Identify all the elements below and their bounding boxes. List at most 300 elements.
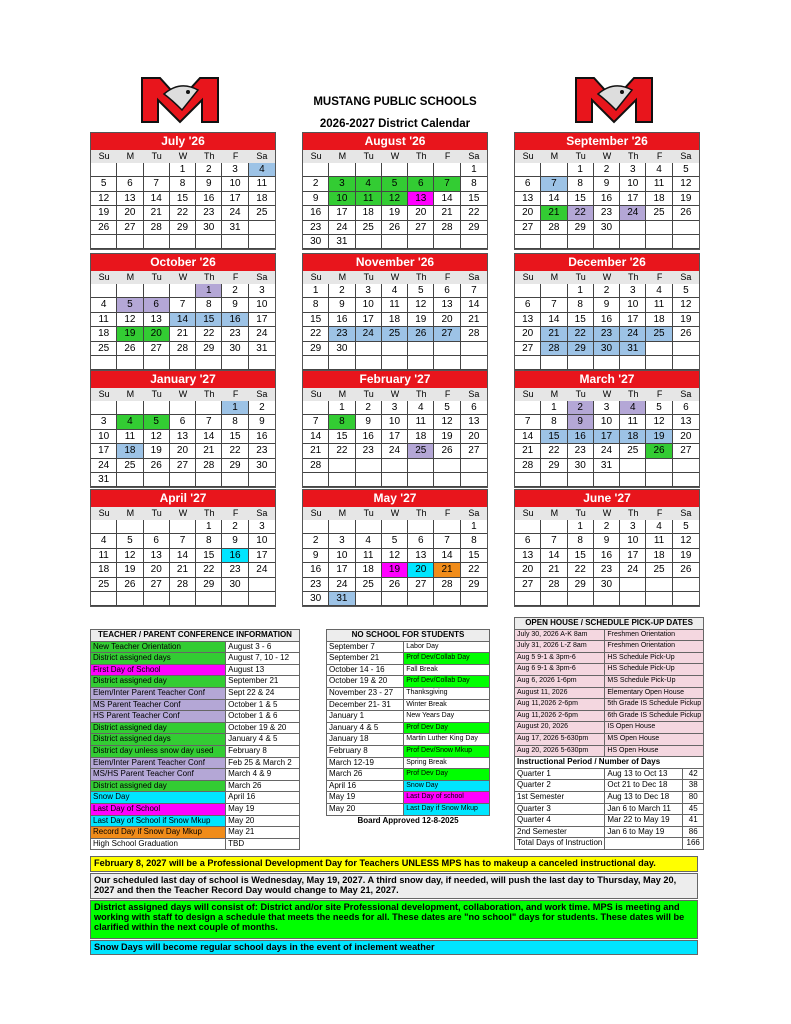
day-cell[interactable]: 26 xyxy=(408,327,434,341)
day-cell[interactable]: 16 xyxy=(249,430,275,444)
day-cell[interactable]: 14 xyxy=(541,192,567,206)
day-cell[interactable]: 25 xyxy=(646,206,672,220)
day-cell[interactable]: 14 xyxy=(170,549,196,563)
day-cell[interactable]: 23 xyxy=(249,444,275,458)
day-cell[interactable]: 4 xyxy=(646,163,672,177)
day-cell[interactable] xyxy=(515,284,541,298)
day-cell[interactable] xyxy=(196,235,222,249)
day-cell[interactable]: 26 xyxy=(673,206,699,220)
day-cell[interactable]: 29 xyxy=(303,342,329,356)
day-cell[interactable]: 16 xyxy=(222,313,248,327)
day-cell[interactable]: 22 xyxy=(461,563,487,577)
day-cell[interactable]: 5 xyxy=(144,415,170,429)
day-cell[interactable]: 21 xyxy=(541,206,567,220)
day-cell[interactable]: 4 xyxy=(646,284,672,298)
day-cell[interactable]: 6 xyxy=(144,298,170,312)
day-cell[interactable] xyxy=(196,473,222,487)
day-cell[interactable]: 2 xyxy=(249,401,275,415)
day-cell[interactable]: 28 xyxy=(303,459,329,473)
day-cell[interactable]: 6 xyxy=(408,177,434,191)
day-cell[interactable] xyxy=(382,356,408,370)
day-cell[interactable] xyxy=(541,520,567,534)
day-cell[interactable] xyxy=(91,356,117,370)
day-cell[interactable]: 2 xyxy=(222,520,248,534)
day-cell[interactable]: 30 xyxy=(249,459,275,473)
day-cell[interactable]: 7 xyxy=(541,298,567,312)
day-cell[interactable] xyxy=(170,235,196,249)
day-cell[interactable]: 14 xyxy=(303,430,329,444)
day-cell[interactable] xyxy=(91,235,117,249)
day-cell[interactable] xyxy=(541,163,567,177)
day-cell[interactable]: 29 xyxy=(461,221,487,235)
day-cell[interactable]: 31 xyxy=(594,459,620,473)
day-cell[interactable]: 6 xyxy=(515,177,541,191)
day-cell[interactable] xyxy=(91,163,117,177)
day-cell[interactable]: 10 xyxy=(382,415,408,429)
day-cell[interactable]: 2 xyxy=(303,534,329,548)
day-cell[interactable]: 27 xyxy=(515,221,541,235)
day-cell[interactable]: 8 xyxy=(568,298,594,312)
day-cell[interactable] xyxy=(356,342,382,356)
day-cell[interactable]: 13 xyxy=(408,192,434,206)
day-cell[interactable] xyxy=(356,459,382,473)
day-cell[interactable]: 1 xyxy=(568,284,594,298)
day-cell[interactable]: 13 xyxy=(515,313,541,327)
day-cell[interactable]: 25 xyxy=(91,342,117,356)
day-cell[interactable]: 28 xyxy=(541,578,567,592)
day-cell[interactable]: 19 xyxy=(673,549,699,563)
day-cell[interactable]: 4 xyxy=(356,177,382,191)
day-cell[interactable]: 15 xyxy=(196,313,222,327)
day-cell[interactable] xyxy=(646,356,672,370)
day-cell[interactable]: 30 xyxy=(196,221,222,235)
day-cell[interactable] xyxy=(117,473,143,487)
day-cell[interactable]: 22 xyxy=(196,563,222,577)
day-cell[interactable]: 3 xyxy=(249,520,275,534)
day-cell[interactable] xyxy=(620,459,646,473)
day-cell[interactable]: 8 xyxy=(196,534,222,548)
day-cell[interactable]: 20 xyxy=(144,563,170,577)
day-cell[interactable] xyxy=(117,235,143,249)
day-cell[interactable]: 2 xyxy=(356,401,382,415)
day-cell[interactable]: 12 xyxy=(382,549,408,563)
day-cell[interactable] xyxy=(434,459,460,473)
day-cell[interactable]: 13 xyxy=(673,415,699,429)
day-cell[interactable]: 11 xyxy=(646,177,672,191)
day-cell[interactable]: 8 xyxy=(329,415,355,429)
day-cell[interactable]: 4 xyxy=(646,520,672,534)
day-cell[interactable]: 1 xyxy=(303,284,329,298)
day-cell[interactable] xyxy=(91,401,117,415)
day-cell[interactable]: 10 xyxy=(249,298,275,312)
day-cell[interactable]: 27 xyxy=(515,578,541,592)
day-cell[interactable]: 22 xyxy=(303,327,329,341)
day-cell[interactable]: 19 xyxy=(144,444,170,458)
day-cell[interactable]: 24 xyxy=(620,327,646,341)
day-cell[interactable]: 11 xyxy=(382,298,408,312)
day-cell[interactable] xyxy=(356,520,382,534)
day-cell[interactable]: 24 xyxy=(382,444,408,458)
day-cell[interactable] xyxy=(408,592,434,606)
day-cell[interactable]: 19 xyxy=(408,313,434,327)
day-cell[interactable] xyxy=(222,235,248,249)
day-cell[interactable]: 13 xyxy=(170,430,196,444)
day-cell[interactable]: 7 xyxy=(170,534,196,548)
day-cell[interactable]: 27 xyxy=(408,578,434,592)
day-cell[interactable] xyxy=(594,235,620,249)
day-cell[interactable]: 5 xyxy=(91,177,117,191)
day-cell[interactable]: 1 xyxy=(461,520,487,534)
day-cell[interactable] xyxy=(408,235,434,249)
day-cell[interactable]: 20 xyxy=(461,430,487,444)
day-cell[interactable] xyxy=(461,459,487,473)
day-cell[interactable]: 24 xyxy=(91,459,117,473)
day-cell[interactable]: 19 xyxy=(673,192,699,206)
day-cell[interactable]: 13 xyxy=(408,549,434,563)
day-cell[interactable] xyxy=(249,221,275,235)
day-cell[interactable]: 2 xyxy=(329,284,355,298)
day-cell[interactable]: 25 xyxy=(356,578,382,592)
day-cell[interactable]: 30 xyxy=(594,578,620,592)
day-cell[interactable]: 5 xyxy=(434,401,460,415)
day-cell[interactable] xyxy=(222,356,248,370)
day-cell[interactable] xyxy=(382,235,408,249)
day-cell[interactable]: 5 xyxy=(673,163,699,177)
day-cell[interactable]: 17 xyxy=(249,313,275,327)
day-cell[interactable]: 3 xyxy=(620,520,646,534)
day-cell[interactable]: 13 xyxy=(117,192,143,206)
day-cell[interactable] xyxy=(91,592,117,606)
day-cell[interactable] xyxy=(541,592,567,606)
day-cell[interactable] xyxy=(673,592,699,606)
day-cell[interactable] xyxy=(117,356,143,370)
day-cell[interactable]: 3 xyxy=(620,163,646,177)
day-cell[interactable] xyxy=(144,235,170,249)
day-cell[interactable]: 25 xyxy=(356,221,382,235)
day-cell[interactable]: 18 xyxy=(646,192,672,206)
day-cell[interactable] xyxy=(329,473,355,487)
day-cell[interactable]: 16 xyxy=(196,192,222,206)
day-cell[interactable]: 26 xyxy=(646,444,672,458)
day-cell[interactable]: 5 xyxy=(382,177,408,191)
day-cell[interactable]: 18 xyxy=(117,444,143,458)
day-cell[interactable]: 19 xyxy=(91,206,117,220)
day-cell[interactable] xyxy=(408,459,434,473)
day-cell[interactable] xyxy=(303,163,329,177)
day-cell[interactable]: 24 xyxy=(620,206,646,220)
day-cell[interactable]: 4 xyxy=(91,298,117,312)
day-cell[interactable]: 28 xyxy=(144,221,170,235)
day-cell[interactable]: 1 xyxy=(329,401,355,415)
day-cell[interactable] xyxy=(434,473,460,487)
day-cell[interactable]: 3 xyxy=(91,415,117,429)
day-cell[interactable]: 26 xyxy=(673,563,699,577)
day-cell[interactable]: 7 xyxy=(541,534,567,548)
day-cell[interactable]: 19 xyxy=(117,327,143,341)
day-cell[interactable]: 22 xyxy=(568,206,594,220)
day-cell[interactable]: 13 xyxy=(144,313,170,327)
day-cell[interactable] xyxy=(303,401,329,415)
day-cell[interactable]: 18 xyxy=(356,206,382,220)
day-cell[interactable] xyxy=(646,221,672,235)
day-cell[interactable] xyxy=(222,473,248,487)
day-cell[interactable] xyxy=(434,592,460,606)
day-cell[interactable] xyxy=(329,520,355,534)
day-cell[interactable]: 20 xyxy=(117,206,143,220)
day-cell[interactable]: 24 xyxy=(329,221,355,235)
day-cell[interactable]: 2 xyxy=(594,163,620,177)
day-cell[interactable] xyxy=(117,592,143,606)
day-cell[interactable]: 17 xyxy=(382,430,408,444)
day-cell[interactable] xyxy=(144,473,170,487)
day-cell[interactable] xyxy=(329,163,355,177)
day-cell[interactable]: 19 xyxy=(117,563,143,577)
day-cell[interactable] xyxy=(408,520,434,534)
day-cell[interactable]: 4 xyxy=(356,534,382,548)
day-cell[interactable]: 7 xyxy=(434,177,460,191)
day-cell[interactable] xyxy=(303,473,329,487)
day-cell[interactable]: 26 xyxy=(91,221,117,235)
day-cell[interactable]: 29 xyxy=(568,342,594,356)
day-cell[interactable]: 18 xyxy=(620,430,646,444)
day-cell[interactable]: 14 xyxy=(541,313,567,327)
day-cell[interactable]: 2 xyxy=(222,284,248,298)
day-cell[interactable] xyxy=(620,356,646,370)
day-cell[interactable] xyxy=(568,592,594,606)
day-cell[interactable]: 2 xyxy=(568,401,594,415)
day-cell[interactable] xyxy=(673,473,699,487)
day-cell[interactable]: 23 xyxy=(196,206,222,220)
day-cell[interactable]: 12 xyxy=(91,192,117,206)
day-cell[interactable] xyxy=(646,235,672,249)
day-cell[interactable] xyxy=(620,221,646,235)
day-cell[interactable]: 6 xyxy=(408,534,434,548)
day-cell[interactable]: 5 xyxy=(382,534,408,548)
day-cell[interactable]: 1 xyxy=(461,163,487,177)
day-cell[interactable]: 24 xyxy=(594,444,620,458)
day-cell[interactable]: 11 xyxy=(356,192,382,206)
day-cell[interactable]: 20 xyxy=(144,327,170,341)
day-cell[interactable]: 26 xyxy=(673,327,699,341)
day-cell[interactable] xyxy=(594,473,620,487)
day-cell[interactable] xyxy=(434,342,460,356)
day-cell[interactable]: 25 xyxy=(646,563,672,577)
day-cell[interactable] xyxy=(461,342,487,356)
day-cell[interactable]: 8 xyxy=(222,415,248,429)
day-cell[interactable]: 26 xyxy=(382,221,408,235)
day-cell[interactable]: 7 xyxy=(170,298,196,312)
day-cell[interactable]: 10 xyxy=(329,192,355,206)
day-cell[interactable]: 10 xyxy=(329,549,355,563)
day-cell[interactable] xyxy=(515,592,541,606)
day-cell[interactable] xyxy=(170,520,196,534)
day-cell[interactable]: 14 xyxy=(144,192,170,206)
day-cell[interactable] xyxy=(461,473,487,487)
day-cell[interactable]: 6 xyxy=(170,415,196,429)
day-cell[interactable]: 23 xyxy=(222,563,248,577)
day-cell[interactable] xyxy=(196,356,222,370)
day-cell[interactable] xyxy=(249,235,275,249)
day-cell[interactable]: 28 xyxy=(170,342,196,356)
day-cell[interactable]: 17 xyxy=(620,549,646,563)
day-cell[interactable]: 8 xyxy=(303,298,329,312)
day-cell[interactable]: 24 xyxy=(249,563,275,577)
day-cell[interactable]: 14 xyxy=(434,549,460,563)
day-cell[interactable]: 13 xyxy=(434,298,460,312)
day-cell[interactable] xyxy=(382,342,408,356)
day-cell[interactable]: 9 xyxy=(303,192,329,206)
day-cell[interactable]: 22 xyxy=(461,206,487,220)
day-cell[interactable]: 10 xyxy=(620,177,646,191)
day-cell[interactable]: 7 xyxy=(515,415,541,429)
day-cell[interactable]: 1 xyxy=(568,520,594,534)
day-cell[interactable]: 18 xyxy=(91,327,117,341)
day-cell[interactable]: 28 xyxy=(170,578,196,592)
day-cell[interactable]: 27 xyxy=(434,327,460,341)
day-cell[interactable]: 31 xyxy=(249,342,275,356)
day-cell[interactable]: 25 xyxy=(646,327,672,341)
day-cell[interactable]: 18 xyxy=(408,430,434,444)
day-cell[interactable]: 22 xyxy=(568,327,594,341)
day-cell[interactable] xyxy=(249,578,275,592)
day-cell[interactable]: 26 xyxy=(117,578,143,592)
day-cell[interactable]: 21 xyxy=(170,327,196,341)
day-cell[interactable]: 25 xyxy=(382,327,408,341)
day-cell[interactable] xyxy=(515,520,541,534)
day-cell[interactable]: 1 xyxy=(568,163,594,177)
day-cell[interactable]: 3 xyxy=(594,401,620,415)
day-cell[interactable]: 18 xyxy=(646,549,672,563)
day-cell[interactable]: 23 xyxy=(568,444,594,458)
day-cell[interactable]: 7 xyxy=(461,284,487,298)
day-cell[interactable] xyxy=(382,520,408,534)
day-cell[interactable]: 1 xyxy=(541,401,567,415)
day-cell[interactable] xyxy=(646,473,672,487)
day-cell[interactable] xyxy=(144,592,170,606)
day-cell[interactable]: 18 xyxy=(646,313,672,327)
day-cell[interactable]: 8 xyxy=(196,298,222,312)
day-cell[interactable] xyxy=(144,356,170,370)
day-cell[interactable]: 8 xyxy=(461,534,487,548)
day-cell[interactable] xyxy=(382,592,408,606)
day-cell[interactable]: 12 xyxy=(673,534,699,548)
day-cell[interactable]: 7 xyxy=(144,177,170,191)
day-cell[interactable] xyxy=(329,459,355,473)
day-cell[interactable]: 19 xyxy=(382,563,408,577)
day-cell[interactable] xyxy=(408,163,434,177)
day-cell[interactable]: 9 xyxy=(249,415,275,429)
day-cell[interactable]: 14 xyxy=(196,430,222,444)
day-cell[interactable] xyxy=(568,235,594,249)
day-cell[interactable]: 20 xyxy=(434,313,460,327)
day-cell[interactable] xyxy=(541,473,567,487)
day-cell[interactable]: 21 xyxy=(144,206,170,220)
day-cell[interactable]: 20 xyxy=(515,327,541,341)
day-cell[interactable]: 9 xyxy=(594,177,620,191)
day-cell[interactable] xyxy=(541,284,567,298)
day-cell[interactable]: 11 xyxy=(356,549,382,563)
day-cell[interactable] xyxy=(117,163,143,177)
day-cell[interactable]: 6 xyxy=(673,401,699,415)
day-cell[interactable] xyxy=(461,235,487,249)
day-cell[interactable] xyxy=(144,163,170,177)
day-cell[interactable]: 21 xyxy=(196,444,222,458)
day-cell[interactable]: 23 xyxy=(594,327,620,341)
day-cell[interactable]: 15 xyxy=(568,313,594,327)
day-cell[interactable]: 7 xyxy=(434,534,460,548)
day-cell[interactable]: 3 xyxy=(249,284,275,298)
day-cell[interactable]: 29 xyxy=(461,578,487,592)
day-cell[interactable]: 15 xyxy=(568,192,594,206)
day-cell[interactable] xyxy=(329,356,355,370)
day-cell[interactable]: 28 xyxy=(196,459,222,473)
day-cell[interactable]: 25 xyxy=(408,444,434,458)
day-cell[interactable] xyxy=(673,235,699,249)
day-cell[interactable]: 12 xyxy=(673,177,699,191)
day-cell[interactable]: 15 xyxy=(303,313,329,327)
day-cell[interactable]: 31 xyxy=(91,473,117,487)
day-cell[interactable]: 12 xyxy=(144,430,170,444)
day-cell[interactable] xyxy=(673,578,699,592)
day-cell[interactable] xyxy=(646,459,672,473)
day-cell[interactable]: 17 xyxy=(594,430,620,444)
day-cell[interactable]: 31 xyxy=(329,235,355,249)
day-cell[interactable]: 26 xyxy=(144,459,170,473)
day-cell[interactable]: 2 xyxy=(594,284,620,298)
day-cell[interactable]: 29 xyxy=(568,578,594,592)
day-cell[interactable] xyxy=(541,356,567,370)
day-cell[interactable]: 30 xyxy=(303,235,329,249)
day-cell[interactable]: 17 xyxy=(356,313,382,327)
day-cell[interactable]: 15 xyxy=(170,192,196,206)
day-cell[interactable]: 11 xyxy=(91,549,117,563)
day-cell[interactable]: 1 xyxy=(196,284,222,298)
day-cell[interactable]: 19 xyxy=(382,206,408,220)
day-cell[interactable] xyxy=(170,473,196,487)
day-cell[interactable] xyxy=(144,520,170,534)
day-cell[interactable]: 16 xyxy=(594,549,620,563)
day-cell[interactable]: 20 xyxy=(515,563,541,577)
day-cell[interactable] xyxy=(568,473,594,487)
day-cell[interactable] xyxy=(408,473,434,487)
day-cell[interactable]: 14 xyxy=(170,313,196,327)
day-cell[interactable]: 21 xyxy=(541,563,567,577)
day-cell[interactable]: 26 xyxy=(382,578,408,592)
day-cell[interactable] xyxy=(515,163,541,177)
day-cell[interactable]: 28 xyxy=(434,221,460,235)
day-cell[interactable]: 1 xyxy=(196,520,222,534)
day-cell[interactable]: 14 xyxy=(434,192,460,206)
day-cell[interactable]: 19 xyxy=(646,430,672,444)
day-cell[interactable]: 17 xyxy=(249,549,275,563)
day-cell[interactable] xyxy=(303,520,329,534)
day-cell[interactable] xyxy=(461,356,487,370)
day-cell[interactable] xyxy=(673,221,699,235)
day-cell[interactable]: 5 xyxy=(646,401,672,415)
day-cell[interactable]: 1 xyxy=(222,401,248,415)
day-cell[interactable] xyxy=(673,342,699,356)
day-cell[interactable]: 19 xyxy=(434,430,460,444)
day-cell[interactable]: 29 xyxy=(170,221,196,235)
day-cell[interactable] xyxy=(356,592,382,606)
day-cell[interactable]: 30 xyxy=(568,459,594,473)
day-cell[interactable]: 2 xyxy=(196,163,222,177)
day-cell[interactable]: 20 xyxy=(408,563,434,577)
day-cell[interactable]: 31 xyxy=(329,592,355,606)
day-cell[interactable]: 16 xyxy=(329,313,355,327)
day-cell[interactable]: 14 xyxy=(461,298,487,312)
day-cell[interactable]: 27 xyxy=(673,444,699,458)
